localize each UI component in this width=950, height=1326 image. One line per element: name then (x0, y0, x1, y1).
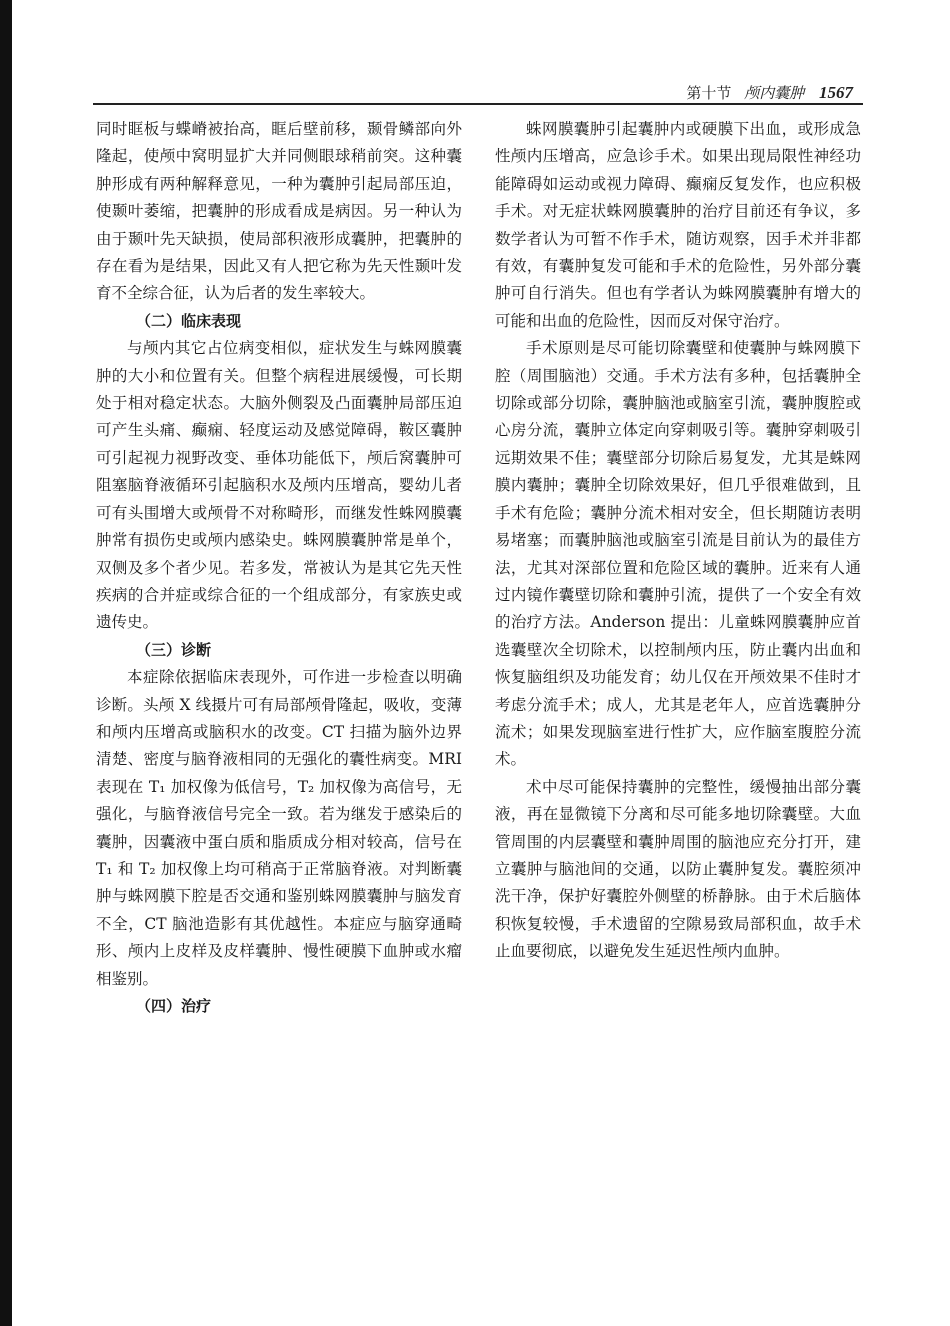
page-binding-edge (0, 0, 12, 1326)
paragraph: 本症除依据临床表现外，可作进一步检查以明确诊断。头颅 X 线摄片可有局部颅骨隆起，吸收，变薄和颅内压增高或脑积水的改变。CT 扫描为脑外边界清楚、密度与脑脊液相同的无强化的囊性病变。MRI 表现在 T₁ 加权像为低信号，T₂ 加权像为高信号，无强化，与脑脊液信号完全一致。若为继发于感染后的囊肿，因囊液中蛋白质和脂质成分相对较高，信号在 T₁ 和 T₂ 加权像上均可稍高于正常脑脊液。对判断囊肿与蛛网膜下腔是否交通和鉴别蛛网膜囊肿与脑发育不全，CT 脑池造影有其优越性。本症应与脑穿通畸形、颅内上皮样及皮样囊肿、慢性硬膜下血肿或水瘤相鉴别。 (96, 668, 462, 988)
paragraph: 与颅内其它占位病变相似，症状发生与蛛网膜囊肿的大小和位置有关。但整个病程进展缓慢，可长期处于相对稳定状态。大脑外侧裂及凸面囊肿局部压迫可产生头痛、癫痫、轻度运动及感觉障碍，鞍区囊肿可引起视力视野改变、垂体功能低下，颅后窝囊肿可阻塞脑脊液循环引起脑积水及颅内压增高，婴幼儿者可有头围增大或颅骨不对称畸形，而继发性蛛网膜囊肿常有损伤史或颅内感染史。蛛网膜囊肿常是单个，双侧及多个者少见。若多发，常被认为是其它先天性疾病的合并症或综合征的一个组成部分，有家族史或遗传史。 (96, 339, 462, 632)
section-heading-diagnosis: （三）诊断 (136, 640, 212, 659)
running-header (93, 78, 863, 106)
page-number: 1567 (819, 83, 853, 102)
paragraph: 蛛网膜囊肿引起囊肿内或硬膜下出血，或形成急性颅内压增高，应急诊手术。如果出现局限性神经功能障碍如运动或视力障碍、癫痫反复发作，也应积极手术。对无症状蛛网膜囊肿的治疗目前还有争议，多数学者认为可暂不作手术，随访观察，因手术并非都有效，有囊肿复发可能和手术的危险性，另外部分囊肿可自行消失。但也有学者认为蛛网膜囊肿有增大的可能和出血的危险性，因而反对保守治疗。 (495, 120, 861, 330)
left-column (96, 116, 462, 1020)
right-column (495, 116, 861, 966)
paragraph: 术中尽可能保持囊肿的完整性，缓慢抽出部分囊液，再在显微镜下分离和尽可能多地切除囊壁。大血管周围的内层囊壁和囊肿周围的脑池应充分打开，建立囊肿与脑池间的交通，以防止囊肿复发。囊腔须冲洗干净，保护好囊腔外侧壁的桥静脉。由于术后脑体积恢复较慢，手术遗留的空隙易致局部积血，故手术止血要彻底，以避免发生延迟性颅内血肿。 (495, 777, 861, 961)
header-title: 颅内囊肿 (744, 84, 805, 102)
paragraph: 同时眶板与蝶嵴被抬高，眶后壁前移，颞骨鳞部向外隆起，使颅中窝明显扩大并同侧眼球稍前突。这种囊肿形成有两种解释意见，一种为囊肿引起局部压迫，使颞叶萎缩，把囊肿的形成看成是病因。另一种认为由于颞叶先天缺损，使局部积液形成囊肿，把囊肿的存在看为是结果，因此又有人把它称为先天性颞叶发育不全综合征，认为后者的发生率较大。 (96, 120, 462, 303)
header-rule (93, 103, 863, 105)
paragraph: 手术原则是尽可能切除囊壁和使囊肿与蛛网膜下腔（周围脑池）交通。手术方法有多种，包括囊肿全切除或部分切除，囊肿脑池或脑室引流，囊肿腹腔或心房分流，囊肿立体定向穿刺吸引等。囊肿穿刺吸引远期效果不佳；囊壁部分切除后易复发，尤其是蛛网膜内囊肿；囊肿全切除效果好，但几乎很难做到，且手术有危险；囊肿分流术相对安全，但长期随访表明易堵塞；而囊肿脑池或脑室引流是目前认为的最佳方法，尤其对深部位置和危险区域的囊肿。近来有人通过内镜作囊壁切除和囊肿引流，提供了一个安全有效的治疗方法。Anderson 提出：儿童蛛网膜囊肿应首选囊壁次全切除术，以控制颅内压，防止囊内出血和恢复脑组织及功能发育；幼儿仅在开颅效果不佳时才考虑分流手术；成人，尤其是老年人，应首选囊肿分流术；如果发现脑室进行性扩大，应作脑室腹腔分流术。 (495, 339, 861, 769)
section-heading-treatment: （四）治疗 (136, 997, 212, 1015)
header-section: 第十节 (686, 84, 732, 102)
section-heading-clinical: （二）临床表现 (136, 311, 242, 330)
header-text (686, 82, 853, 103)
